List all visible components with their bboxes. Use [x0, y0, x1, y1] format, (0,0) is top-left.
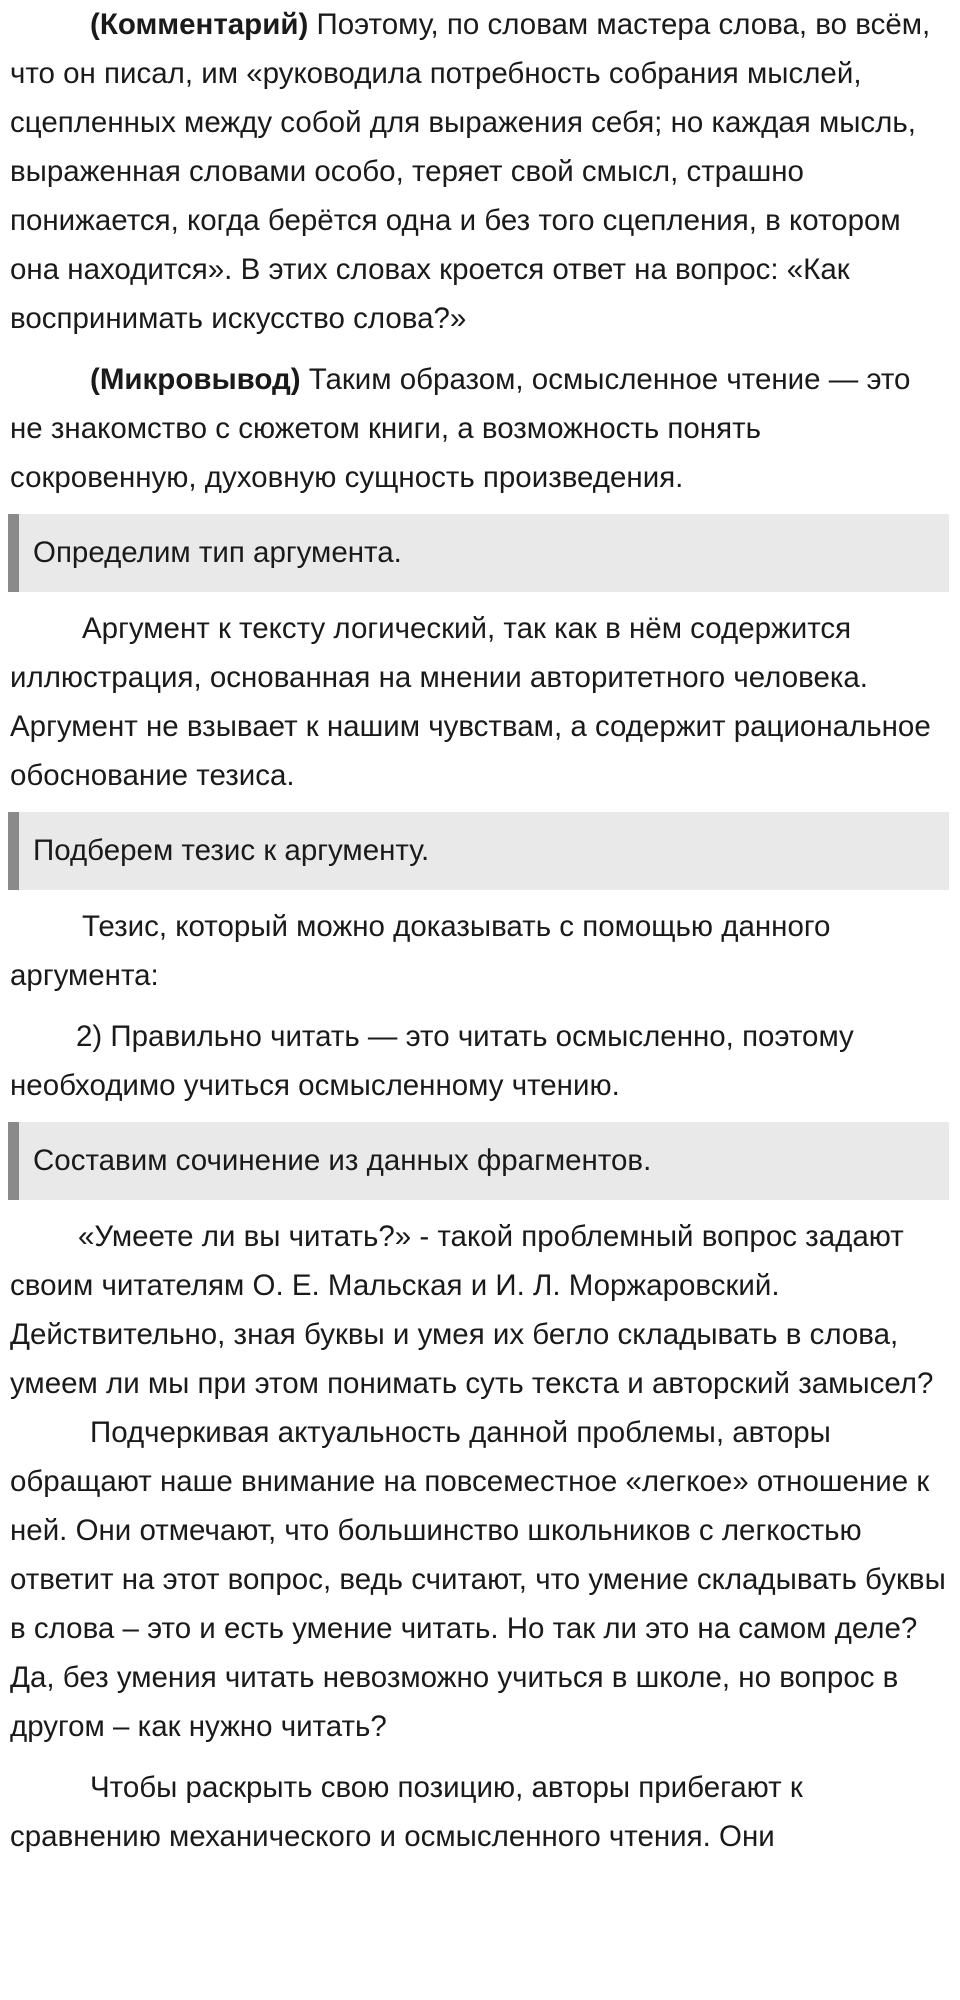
- section-heading-thesis: Подберем тезис к аргументу.: [8, 812, 949, 890]
- essay-paragraph-3: Чтобы раскрыть свою позицию, авторы прибегают к сравнению механического и осмысленного чтения. Они: [10, 1771, 803, 1853]
- argument-type-paragraph: Аргумент к тексту логический, так как в нём содержится иллюстрация, основанная на мнении авторитетного человека. Аргумент не взывает к нашим чувствам, а содержит рациональное обоснование тезиса.: [10, 612, 931, 792]
- essay-paragraph-2: Подчеркивая актуальность данной проблемы, авторы обращают наше внимание на повсеместное «легкое» отношение к ней. Они отмечают, что большинство школьников с легкостью ответит на этот вопрос, ведь считают, что умение складывать буквы в слова – это и есть умение читать. Но так ли это на самом деле? Да, без умения читать невозможно учиться в школе, но вопрос в другом – как нужно читать?: [10, 1416, 946, 1743]
- micro-conclusion-label: (Микровывод): [90, 363, 301, 396]
- comment-label: (Комментарий): [90, 8, 309, 41]
- micro-conclusion-text: Таким образом, осмысленное чтение — это не знакомство с сюжетом книги, а возможность понять сокровенную, духовную сущность произведения.: [10, 363, 911, 494]
- section-heading-argument-type: Определим тип аргумента.: [8, 514, 949, 592]
- thesis-intro-paragraph: Тезис, который можно доказывать с помощью данного аргумента:: [10, 910, 831, 992]
- comment-text: Поэтому, по словам мастера слова, во всём, что он писал, им «руководила потребность собрания мыслей, сцепленных между собой для выражения себя; но каждая мысль, выраженная словами особо, теряет свой смысл, страшно понижается, когда берётся одна и без того сцепления, в котором она находится». В этих словах кроется ответ на вопрос: «Как воспринимать искусство слова?»: [10, 8, 931, 335]
- essay-paragraph-1: «Умеете ли вы читать?» - такой проблемный вопрос задают своим читателям О. Е. Мальская и И. Л. Моржаровский. Действительно, зная буквы и умея их бегло складывать в слова, умеем ли мы при этом понимать суть текста и авторский замысел?: [10, 1220, 934, 1400]
- micro-conclusion-paragraph: [10, 355, 949, 502]
- thesis-paragraph: 2) Правильно читать — это читать осмысленно, поэтому необходимо учиться осмысленному чтению.: [10, 1020, 854, 1102]
- section-heading-essay: Составим сочинение из данных фрагментов.: [8, 1122, 949, 1200]
- comment-paragraph: [10, 0, 949, 343]
